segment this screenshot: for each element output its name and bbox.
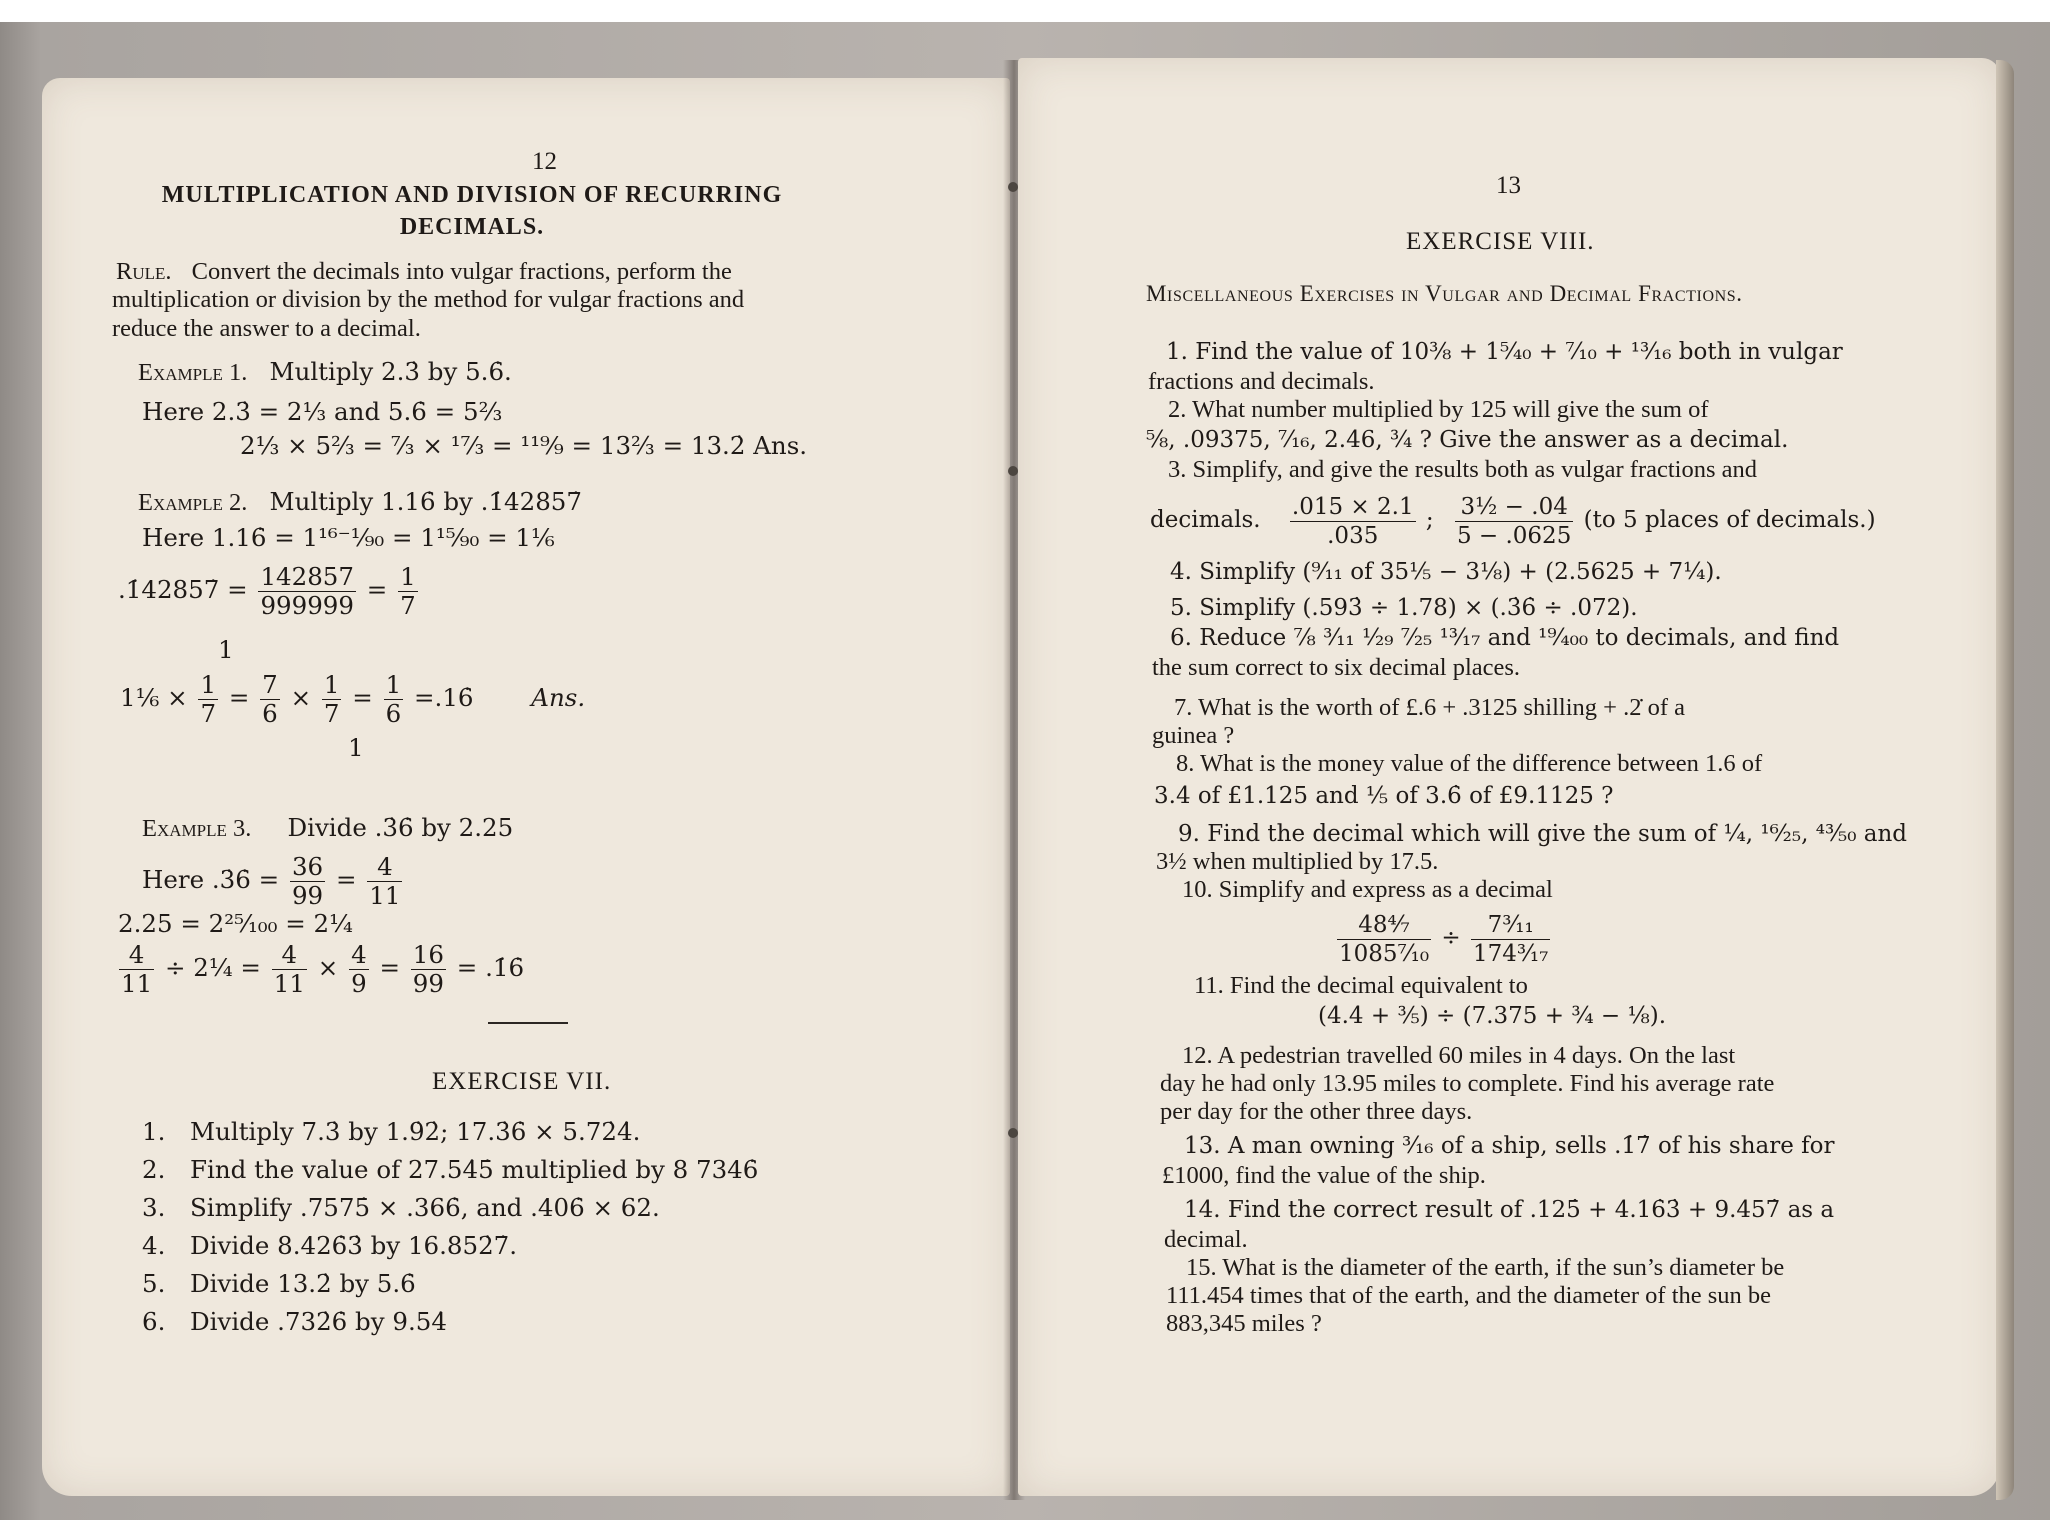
example-3-fraction-4 — [272, 941, 307, 998]
question-7-line-1: 7. What is the worth of £.6 + .3125 shilling + .2̇ of a — [1174, 694, 1686, 721]
rule-text: Convert the decimals into vulgar fractions, perform the — [191, 258, 732, 285]
left-page — [42, 78, 1010, 1496]
binding-stitch — [1008, 1128, 1018, 1138]
exercise-vii-item-text: Find the value of 27.54̇5̇ multiplied by 8 7346̇ — [190, 1155, 759, 1184]
example-2-line-2: Here 1.16̇ = 1¹⁶⁻¹⁄₉₀ = 1¹⁵⁄₉₀ = 1⅙ — [142, 523, 555, 552]
fraction-denominator: 174³⁄₁₇ — [1472, 940, 1549, 967]
example-2-ans: Ans. — [531, 683, 586, 712]
question-3-tail: (to 5 places of decimals.) — [1583, 507, 1876, 533]
exercise-vii-item-text: Divide .732̇6̇ by 9.54̇ — [190, 1307, 447, 1336]
question-10-line-1: 10. Simplify and express as a decimal — [1182, 876, 1553, 903]
example-3-times: × — [317, 953, 339, 982]
example-2-fraction-2 — [260, 671, 280, 728]
example-3-divide: ÷ 2¼ = — [164, 953, 261, 982]
exercise-vii-item — [142, 1232, 517, 1260]
exercise-vii-item — [142, 1194, 660, 1222]
question-3-line-2 — [1150, 488, 1876, 552]
example-2-cancel-top: 1 — [218, 635, 234, 664]
fraction-numerator: 7³⁄₁₁ — [1471, 911, 1550, 940]
fraction-denominator: 9 — [351, 969, 367, 998]
example-3-line-4: $\frac{4}{11}$ ÷ 2¼ = $\frac{4}{11}$ × $\frac{4}{9}$ = $\frac{16}{99}$ = .1̇6̇ — [121, 940, 525, 998]
example-3-fraction-3 — [119, 941, 154, 998]
page-number-left: 12 — [532, 148, 557, 175]
exercise-vii-item — [142, 1270, 416, 1298]
question-15-line-1: 15. What is the diameter of the earth, if the sun’s diameter be — [1186, 1254, 1785, 1281]
example-3-fraction-5 — [349, 941, 369, 998]
example-2-fraction-a — [258, 563, 356, 620]
exercise-vii-item-number: 6. — [142, 1307, 166, 1336]
example-1-heading — [138, 358, 512, 387]
exercise-vii-item — [142, 1308, 447, 1336]
fraction-denominator: 7 — [323, 699, 340, 728]
question-12-line-3: per day for the other three days. — [1160, 1098, 1473, 1125]
example-2-fraction-4 — [384, 671, 404, 728]
rule-label: Rule. — [116, 258, 172, 285]
fraction-numerator: 4 — [351, 940, 367, 969]
question-15-line-3: 883,345 miles ? — [1166, 1310, 1322, 1337]
question-7-line-2: guinea ? — [1152, 722, 1235, 749]
example-3-label: Example 3. — [142, 815, 252, 842]
question-11-line-1: 11. Find the decimal equivalent to — [1194, 972, 1528, 999]
example-2-line-3: .1̇42857̇ = $\frac{142857}{999999}$ = $\frac{1}{7}$ — [118, 562, 416, 620]
question-2-line-2: ⅝, .09375, ⁷⁄₁₆, 2.46, ¾ ? Give the answer as a decimal. — [1146, 427, 1789, 453]
question-10-fraction-2 — [1471, 911, 1550, 968]
fraction-denominator: 11 — [273, 969, 305, 998]
question-4: 4. Simplify (⁹⁄₁₁ of 35⅕ − 3⅛) + (2.5625 + 7¼). — [1170, 559, 1722, 585]
fraction-numerator: 4 — [119, 941, 154, 970]
example-2-cancel-bottom: 1 — [348, 733, 364, 762]
exercise-vii-item-number: 4. — [142, 1231, 166, 1260]
example-2-frac-lhs: .1̇42857̇ = — [118, 575, 248, 604]
question-2-line-1: 2. What number multiplied by 125 will give the sum of — [1168, 396, 1709, 423]
exercise-vii-item — [142, 1118, 640, 1146]
question-13-line-2: £1000, find the value of the ship. — [1162, 1162, 1486, 1189]
question-10-divide: ÷ — [1441, 925, 1461, 951]
question-6-line-1: 6. Reduce ⅞ ³⁄₁₁ ¹⁄₂₉ ⁷⁄₂₅ ¹³⁄₁₇ and ¹⁹⁄₄₀₀ to decimals, and find — [1170, 625, 1840, 651]
question-14-line-1: 14. Find the correct result of .125̇ + 4.16̇3̇ + 9.457̇ as a — [1184, 1197, 1835, 1223]
fraction-denominator: 1085⁷⁄₁₀ — [1339, 940, 1430, 967]
exercise-viii-subtitle: Miscellaneous Exercises in Vulgar and Decimal Fractions. — [1146, 281, 1743, 306]
question-6-line-2: the sum correct to six decimal places. — [1152, 654, 1521, 681]
fraction-denominator: 11 — [369, 881, 401, 910]
example-1-line-2: Here 2.3̇ = 2⅓ and 5.6̇ = 5⅔ — [142, 397, 503, 426]
page-number-right: 13 — [1496, 172, 1521, 199]
example-3-heading — [142, 814, 513, 843]
rule-line-1 — [116, 258, 732, 286]
question-9-line-1: 9. Find the decimal which will give the sum of ¼, ¹⁶⁄₂₅, ⁴³⁄₅₀ and — [1178, 821, 1908, 847]
question-14-line-2: decimal. — [1164, 1226, 1248, 1253]
fraction-numerator: 4 — [367, 853, 402, 882]
question-10-line-2 — [1334, 906, 1553, 970]
example-2-heading — [138, 488, 582, 517]
question-9-line-2: 3½ when multiplied by 17.5. — [1156, 848, 1439, 875]
question-12-line-2: day he had only 13.95 miles to complete. Find his average rate — [1160, 1070, 1775, 1097]
section-title-line1: MULTIPLICATION AND DIVISION OF RECURRING — [161, 182, 783, 208]
fraction-numerator: 16 — [412, 940, 444, 969]
example-3-fraction-1 — [290, 853, 325, 910]
fraction-numerator: .015 × 2.1 — [1291, 493, 1414, 520]
exercise-vii-item-text: Divide 13.2̇ by 5.6̇ — [190, 1269, 416, 1298]
exercise-viii-title: EXERCISE VIII. — [1406, 228, 1595, 255]
binding-stitch — [1008, 466, 1018, 476]
example-2-fraction-3 — [322, 671, 342, 728]
exercise-vii-item-number: 3. — [142, 1193, 166, 1222]
exercise-vii-item-text: Simplify .7575̇ × .366̇, and .406̇ × 62. — [190, 1193, 660, 1222]
exercise-vii-item-text: Divide 8.426̇3̇ by 16.852̇7̇. — [190, 1231, 518, 1260]
question-3-line-1: 3. Simplify, and give the results both as vulgar fractions and — [1168, 456, 1758, 483]
example-2-result: =.16̇ — [414, 683, 474, 712]
question-1-line-1: 1. Find the value of 10⅜ + 1⁵⁄₄₀ + ⁷⁄₁₀ + ¹³⁄₁₆ both in vulgar — [1166, 339, 1843, 365]
question-8-line-1: 8. What is the money value of the difference between 1.6 of — [1176, 750, 1763, 777]
section-divider — [488, 1022, 568, 1024]
section-title-line2: DECIMALS. — [399, 214, 545, 240]
question-1-line-2: fractions and decimals. — [1148, 368, 1375, 395]
question-3-fraction-2 — [1455, 493, 1573, 550]
example-3-line-2: Here .3̇6̇ = $\frac{36}{99}$ = $\frac{4}{11}$ — [142, 852, 401, 910]
example-2-line-4-start: 1⅙ × — [120, 683, 188, 712]
fraction-denominator: 999999 — [260, 591, 354, 620]
example-3-here: Here .3̇6̇ = — [142, 865, 280, 894]
question-5: 5. Simplify (.593̇ ÷ 1.78) × (.3̇6̇ ÷ .072). — [1170, 595, 1638, 621]
fraction-numerator: 1 — [323, 670, 340, 699]
example-2-line-4: 1⅙ × $\frac{1}{7}$ = $\frac{7}{6}$ × $\frac{1}{7}$ = $\frac{1}{6}$ =.16̇ Ans. — [120, 670, 586, 728]
question-8-line-2: 3.4 of £1.125 and ⅕ of 3.6̇ of £9.1125 ? — [1154, 783, 1614, 809]
rule-line-3: reduce the answer to a decimal. — [112, 315, 421, 342]
question-11-line-2: (4.4 + ⅗) ÷ (7.375 + ¾ − ⅛). — [1318, 1003, 1667, 1029]
fraction-denominator: 6 — [385, 699, 402, 728]
example-3-line-3: 2.25 = 2²⁵⁄₁₀₀ = 2¼ — [118, 909, 353, 938]
question-12-line-1: 12. A pedestrian travelled 60 miles in 4 days. On the last — [1182, 1042, 1736, 1069]
rule-line-2: multiplication or division by the method for vulgar fractions and — [112, 286, 745, 313]
fraction-numerator: 36 — [291, 852, 324, 881]
example-1-label: Example 1. — [138, 359, 248, 386]
exercise-vii-item-number: 5. — [142, 1269, 166, 1298]
fraction-numerator: 1 — [200, 670, 217, 699]
exercise-vii-title: EXERCISE VII. — [432, 1068, 612, 1095]
question-13-line-1: 13. A man owning ³⁄₁₆ of a ship, sells .1̇7̇ of his share for — [1184, 1133, 1835, 1159]
fraction-denominator: 7 — [400, 591, 416, 620]
fraction-denominator: 99 — [291, 881, 324, 910]
book-edge — [1996, 60, 2014, 1500]
right-page — [1018, 58, 2000, 1496]
exercise-vii-item-text: Multiply 7.3̇ by 1.9̇2̇; 17.3̇6̇ × 5.72̇4̇. — [190, 1117, 641, 1146]
question-15-line-2: 111.454 times that of the earth, and the diameter of the sun be — [1166, 1282, 1772, 1309]
fraction-numerator: 7 — [262, 670, 278, 699]
question-10-fraction-1 — [1337, 911, 1431, 968]
question-3-fraction-1 — [1290, 493, 1416, 550]
fraction-numerator: 1 — [400, 562, 416, 591]
example-2-label: Example 2. — [138, 489, 248, 516]
example-2-text: Multiply 1.16̇ by .1̇42857̇ — [269, 487, 582, 516]
exercise-vii-item-number: 1. — [142, 1117, 166, 1146]
fraction-numerator: 142857 — [260, 562, 354, 591]
exercise-vii-item — [142, 1156, 758, 1184]
example-3-fraction-6 — [411, 941, 446, 998]
example-2-fraction-1 — [198, 671, 218, 728]
example-1-text: Multiply 2.3̇ by 5.6̇. — [269, 357, 512, 386]
example-3-text: Divide .3̇6̇ by 2.25 — [287, 813, 514, 842]
example-1-line-3: 2⅓ × 5⅔ = ⁷⁄₃ × ¹⁷⁄₃ = ¹¹⁹⁄₉ = 13⅔ = 13.2̇ Ans. — [240, 431, 808, 460]
example-2-fraction-b — [398, 563, 418, 620]
exercise-vii-item-number: 2. — [142, 1155, 166, 1184]
fraction-numerator: 4 — [272, 941, 307, 970]
question-3-separator: ; — [1425, 507, 1434, 533]
example-3-fraction-2 — [367, 853, 402, 910]
fraction-denominator: 5 − .0625 — [1456, 522, 1572, 549]
fraction-denominator: .035 — [1327, 522, 1379, 549]
fraction-denominator: 11 — [121, 969, 153, 998]
fraction-numerator: 3½ − .04 — [1455, 493, 1573, 522]
fraction-denominator: 6 — [262, 699, 278, 728]
example-3-result: = .1̇6̇ — [456, 953, 525, 982]
fraction-denominator: 99 — [412, 969, 444, 998]
question-3-decimals: decimals. — [1150, 507, 1261, 533]
fraction-numerator: 48⁴⁄₇ — [1337, 911, 1431, 940]
fraction-numerator: 1 — [385, 670, 402, 699]
binding-stitch — [1008, 182, 1018, 192]
fraction-denominator: 7 — [200, 699, 217, 728]
